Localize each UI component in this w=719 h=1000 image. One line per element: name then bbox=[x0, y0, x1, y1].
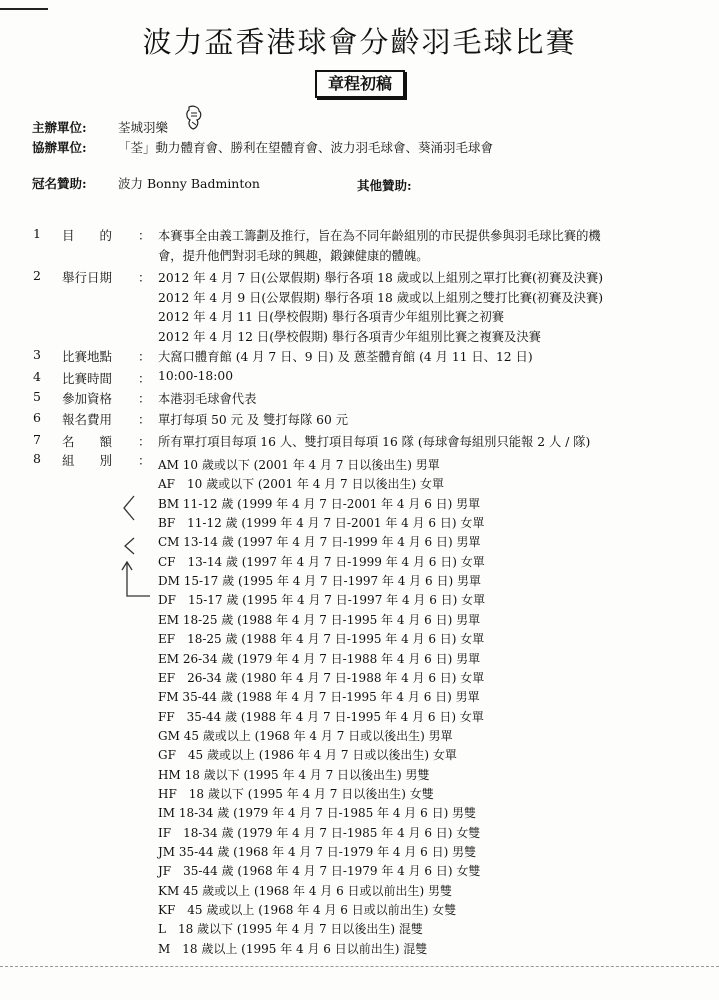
section-text-line: 本港羽毛球會代表 bbox=[158, 392, 257, 406]
category-item: GM 45 歲或以上 (1968 年 4 月 7 日或以後出生) 男單 bbox=[158, 728, 453, 743]
category-item: DF 15-17 歲 (1995 年 4 月 7 日-1997 年 4 月 6 日) 女單 bbox=[158, 593, 486, 608]
section-colon: ： bbox=[138, 228, 151, 243]
category-item: BM 11-12 歲 (1999 年 4 月 7 日-2001 年 4 月 6 日) 男單 bbox=[158, 496, 481, 511]
category-item: CF 13-14 歲 (1997 年 4 月 7 日-1999 年 4 月 6 日) 女單 bbox=[158, 554, 485, 569]
section-colon: ： bbox=[138, 453, 151, 468]
section-label: 參加資格 bbox=[62, 391, 113, 406]
top-rule bbox=[0, 8, 48, 10]
section-text-line: 10:00-18:00 bbox=[158, 369, 234, 383]
section-text-line: 所有單打項目每項 16 人、雙打項目每項 16 隊 (每球會每組別只能報 2 人 / 隊) bbox=[158, 435, 591, 449]
section-text-line: 單打每項 50 元 及 雙打每隊 60 元 bbox=[158, 413, 349, 427]
category-item: EM 26-34 歲 (1979 年 4 月 7 日-1988 年 4 月 6 日) 男單 bbox=[158, 651, 481, 666]
section-text-line: 2012 年 4 月 11 日(學校假期) 舉行各項青少年組別比賽之初賽 bbox=[158, 310, 505, 324]
category-item: EM 18-25 歲 (1988 年 4 月 7 日-1995 年 4 月 6 日) 男單 bbox=[158, 612, 481, 627]
section-label: 比賽時間 bbox=[62, 371, 113, 386]
category-item: L 18 歲以下 (1995 年 4 月 7 日以後出生) 混雙 bbox=[158, 922, 423, 937]
section-colon: ： bbox=[138, 391, 151, 406]
coorganizer-label: 協辦單位: bbox=[32, 140, 87, 155]
sponsor: 波力 Bonny Badminton bbox=[118, 176, 260, 191]
category-item: DM 15-17 歲 (1995 年 4 月 7 日-1997 年 4 月 6 日) 男單 bbox=[158, 574, 481, 589]
section-label: 報名費用 bbox=[62, 412, 113, 427]
category-item: IM 18-34 歲 (1979 年 4 月 7 日-1985 年 4 月 6 日) 男雙 bbox=[158, 806, 477, 821]
section-text-line: 2012 年 4 月 9 日(公眾假期) 舉行各項 18 歲或以上組別之雙打比賽(初賽及決賽) bbox=[158, 290, 604, 305]
handwritten-marks-icon bbox=[112, 488, 152, 608]
category-item: HF 18 歲以下 (1995 年 4 月 7 日以後出生) 女雙 bbox=[158, 786, 434, 801]
section-number: 2 bbox=[33, 268, 41, 283]
category-item: AM 10 歲或以下 (2001 年 4 月 7 日以後出生) 男單 bbox=[158, 458, 440, 472]
category-item: KM 45 歲或以上 (1968 年 4 月 6 日或以前出生) 男雙 bbox=[158, 883, 453, 898]
category-item: AF 10 歲或以下 (2001 年 4 月 7 日以後出生) 女單 bbox=[158, 477, 444, 492]
section-colon: ： bbox=[138, 434, 151, 449]
category-item: FM 35-44 歲 (1988 年 4 月 7 日-1995 年 4 月 6 日) 男單 bbox=[158, 690, 480, 705]
bottom-rule bbox=[0, 966, 719, 967]
category-item: HM 18 歲以下 (1995 年 4 月 7 日以後出生) 男雙 bbox=[158, 767, 430, 782]
section-text-line: 2012 年 4 月 12 日(學校假期) 舉行各項青少年組別比賽之複賽及決賽 bbox=[158, 329, 541, 344]
section-text-line: 本賽事全由義工籌劃及推行，旨在為不同年齡組別的市民提供參與羽毛球比賽的機 bbox=[158, 229, 601, 243]
category-item: BF 11-12 歲 (1999 年 4 月 7 日-2001 年 4 月 6 日) 女單 bbox=[158, 516, 485, 531]
coorganizers: 「荃」動力體育會、勝利在望體育會、波力羽毛球會、葵涌羽毛球會 bbox=[118, 140, 494, 155]
category-item: GF 45 歲或以上 (1986 年 4 月 7 日或以後出生) 女單 bbox=[158, 748, 457, 763]
section-label: 組 別 bbox=[62, 453, 113, 468]
section-colon: ： bbox=[138, 349, 151, 364]
section-colon: ： bbox=[138, 270, 151, 285]
section-number: 3 bbox=[33, 347, 41, 362]
section-colon: ： bbox=[138, 412, 151, 427]
section-number: 1 bbox=[33, 226, 41, 241]
category-item: M 18 歲以上 (1995 年 4 月 6 日以前出生) 混雙 bbox=[158, 941, 428, 956]
section-text-line: 2012 年 4 月 7 日(公眾假期) 舉行各項 18 歲或以上組別之單打比賽(初賽及決賽) bbox=[158, 271, 604, 285]
club-logo-icon bbox=[185, 105, 203, 131]
section-text-line: 會，提升他們對羽毛球的興趣，鍛鍊健康的體魄。 bbox=[158, 248, 429, 263]
organizer: 荃城羽樂 bbox=[118, 120, 169, 135]
section-label: 目 的 bbox=[62, 228, 113, 243]
section-label: 名 額 bbox=[62, 434, 113, 449]
category-item: EF 26-34 歲 (1980 年 4 月 7 日-1988 年 4 月 6 日) 女單 bbox=[158, 670, 485, 685]
section-number: 4 bbox=[33, 369, 41, 384]
category-item: JM 35-44 歲 (1968 年 4 月 7 日-1979 年 4 月 6 日) 男雙 bbox=[158, 845, 477, 859]
document-title: 波力盃香港球會分齡羽毛球比賽 bbox=[142, 25, 577, 59]
section-label: 比賽地點 bbox=[62, 349, 113, 364]
category-item: CM 13-14 歲 (1997 年 4 月 7 日-1999 年 4 月 6 日) 男單 bbox=[158, 535, 481, 550]
section-number: 6 bbox=[33, 410, 41, 425]
category-item: JF 35-44 歲 (1968 年 4 月 7 日-1979 年 4 月 6 日) 女雙 bbox=[158, 864, 481, 879]
sponsor-label: 冠名贊助: bbox=[32, 176, 87, 191]
category-item: EF 18-25 歲 (1988 年 4 月 7 日-1995 年 4 月 6 日) 女單 bbox=[158, 632, 485, 647]
section-label: 舉行日期 bbox=[62, 270, 113, 285]
section-number: 8 bbox=[33, 451, 41, 466]
section-number: 5 bbox=[33, 389, 41, 404]
category-item: KF 45 歲或以上 (1968 年 4 月 6 日或以前出生) 女雙 bbox=[158, 903, 457, 918]
section-text-line: 大窩口體育館 (4 月 7 日、9 日) 及 蒽荃體育館 (4 月 11 日、12 日) bbox=[158, 350, 533, 364]
category-item: IF 18-34 歲 (1979 年 4 月 7 日-1985 年 4 月 6 日) 女雙 bbox=[158, 825, 481, 840]
draft-stamp: 章程初稿 bbox=[315, 70, 405, 98]
organizer-label: 主辦單位: bbox=[32, 120, 87, 135]
section-colon: ： bbox=[138, 371, 151, 386]
other-sponsor-label: 其他贊助: bbox=[357, 178, 412, 193]
section-number: 7 bbox=[33, 432, 41, 447]
category-item: FF 35-44 歲 (1988 年 4 月 7 日-1995 年 4 月 6 日) 女單 bbox=[158, 709, 484, 724]
